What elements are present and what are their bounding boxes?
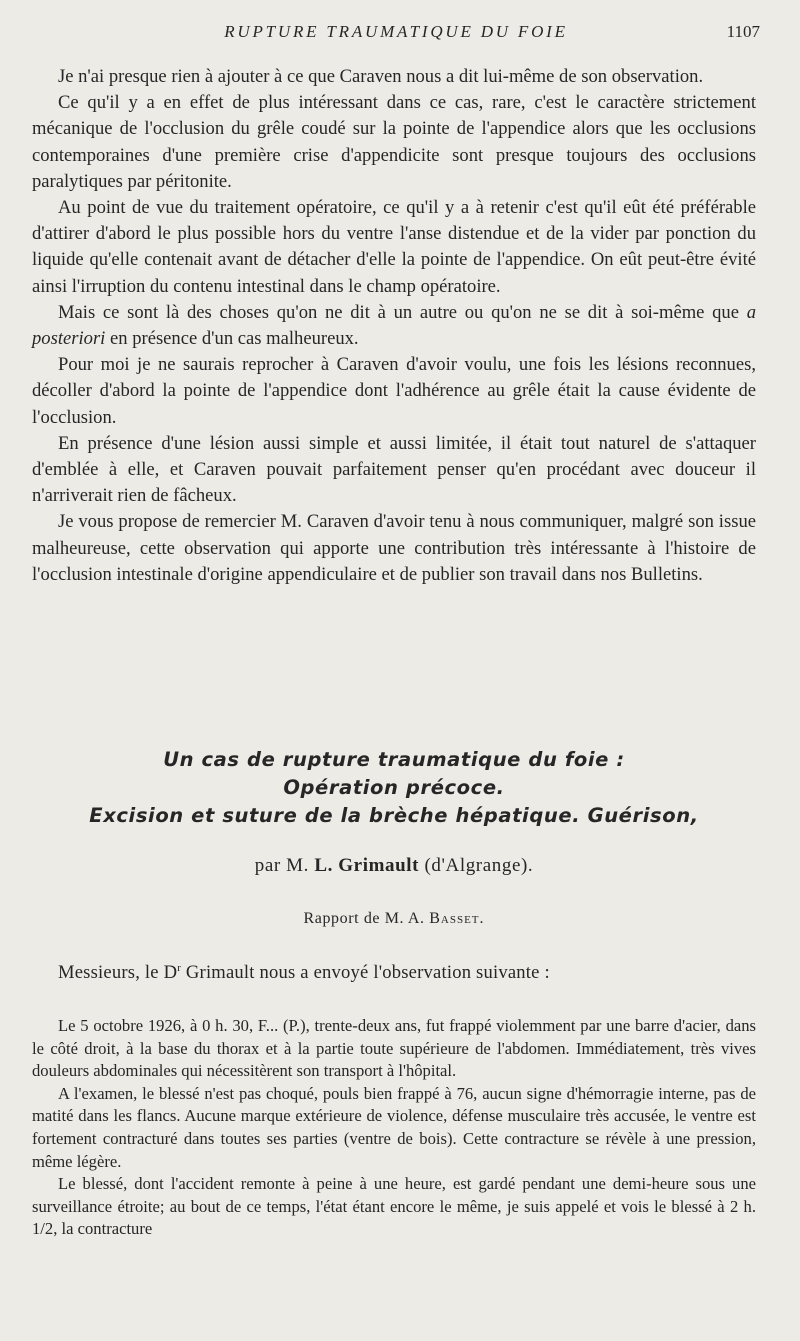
paragraph-text: Mais ce sont là des choses qu'on ne dit à un autre ou qu'on ne se dit à soi-même que — [58, 301, 747, 323]
paragraph: En présence d'une lésion aussi simple et aussi limitée, il était tout naturel de s'attaquer d'emblée à elle, et Caraven pouvait parfaitement penser qu'en procédant avec douceur il n'arriverait rien de fâcheux. — [32, 432, 756, 507]
section-title-line: Un cas de rupture traumatique du foie : — [163, 748, 625, 771]
section-title-line: Excision et suture de la brèche hépatique. Guérison, — [89, 804, 699, 827]
byline — [32, 855, 756, 877]
byline-prefix: par M. — [254, 855, 315, 876]
paragraph: A l'examen, le blessé n'est pas choqué, pouls bien frappé à 76, aucun signe d'hémorragie interne, pas de matité dans les flancs. Aucune marque extérieure de violence, défense musculaire très accusée, le ventre est fortement contracturé dans toutes ses parties (ventre de bois). Cette contracture se révèle à une pression, même légère. — [32, 1083, 756, 1171]
section-title-line: Opération précoce. — [283, 776, 505, 799]
section-title — [32, 746, 756, 830]
report-body — [32, 64, 756, 588]
report-prefix: Rapport de M. A. — [303, 910, 430, 927]
author-name: L. Grimault — [314, 855, 420, 876]
paragraph: Ce qu'il y a en effet de plus intéressant dans ce cas, rare, c'est le caractère strictement mécanique de l'occlusion du grêle coudé sur la pointe de l'appendice alors que les occlusions contemporaines d'une première crise d'appendicite sont presque toujours des occlusions paralytiques par péritonite. — [32, 92, 756, 192]
paragraph: Le blessé, dont l'accident remonte à peine à une heure, est gardé pendant une demi-heure sous une surveillance étroite; au bout de ce temps, l'état étant encore le même, je suis appelé et vois le blessé à 2 h. 1/2, la contracture — [32, 1174, 756, 1239]
paragraph — [32, 300, 756, 352]
paragraph: Pour moi je ne saurais reprocher à Caraven d'avoir voulu, une fois les lésions reconnues, décoller d'abord la pointe de l'appendice dont l'adhérence au grêle était la cause évidente de l'occlusion. — [32, 354, 756, 428]
page-number: 1107 — [726, 22, 760, 41]
running-head — [32, 18, 760, 46]
observation-text — [32, 1015, 756, 1241]
paragraph: Au point de vue du traitement opératoire, ce qu'il y a à retenir c'est qu'il eût été préférable d'attirer d'abord le plus possible hors du ventre l'anse distendue et de la vider par ponction du liquide qu'elle contenait avant de détacher d'elle la pointe de l'appendice. On eût peut-être évité ainsi l'irruption du contenu intestinal dans le champ opératoire. — [32, 197, 756, 297]
salutation — [58, 962, 550, 984]
reporter-name: Basset. — [429, 910, 485, 927]
salutation-text: Messieurs, le D — [58, 962, 178, 984]
paragraph-text: en présence d'un cas malheureux. — [105, 328, 359, 350]
running-title: RUPTURE TRAUMATIQUE DU FOIE — [224, 22, 568, 41]
latin-phrase: a posteriori — [32, 301, 756, 350]
paragraph: Je vous propose de remercier M. Caraven d'avoir tenu à nous communiquer, malgré son issue malheureuse, cette observation qui apporte une contribution très intéressante à l'histoire de l'occlusion intestinale d'origine appendiculaire et de publier son travail dans nos Bulletins. — [32, 511, 756, 585]
byline-suffix: (d'Algrange). — [419, 855, 534, 876]
paragraph: Je n'ai presque rien à ajouter à ce que Caraven nous a dit lui-même de son observation. — [58, 66, 704, 87]
report-line — [32, 910, 756, 928]
paragraph: Le 5 octobre 1926, à 0 h. 30, F... (P.), trente-deux ans, fut frappé violemment par une barre d'acier, dans le côté droit, à la base du thorax et à la partie toute supérieure de l'abdomen. Immédiatement, très vives douleurs abdominales qui nécessitèrent son transport à l'hôpital. — [32, 1016, 756, 1081]
doctor-abbrev-sup: r — [177, 962, 182, 974]
salutation-text: Grimault nous a envoyé l'observation suivante : — [181, 962, 550, 984]
